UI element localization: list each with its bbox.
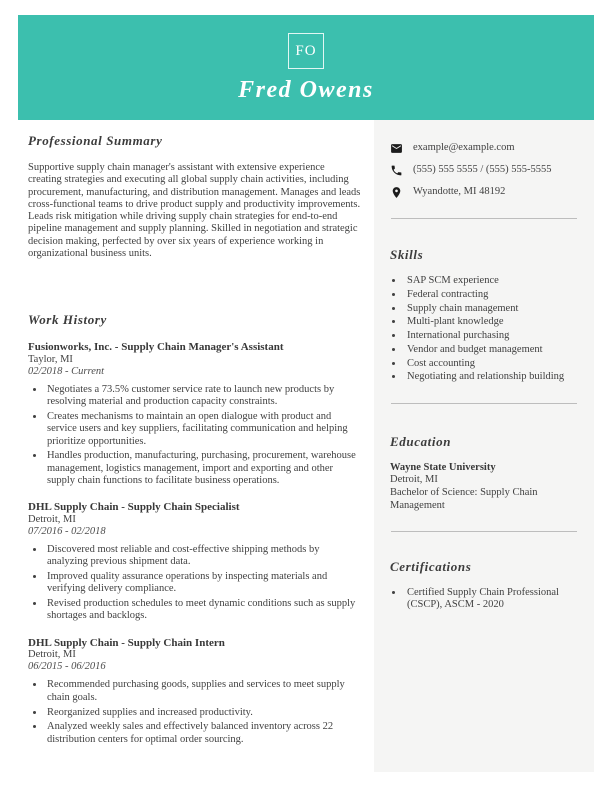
contact-phone-row xyxy=(390,164,578,177)
job-bullet: • Revised production schedules to meet dynamic conditions such as supply shortages and backlogs. xyxy=(45,598,361,623)
sidebar-divider xyxy=(391,531,577,532)
skill-item: • Multi-plant knowledge xyxy=(404,316,578,328)
monogram-badge: FO xyxy=(288,33,324,69)
certifications-list xyxy=(390,587,578,612)
sidebar-divider xyxy=(391,403,577,404)
education-location: Detroit, MI xyxy=(390,474,438,486)
skills-list xyxy=(390,275,578,384)
contact-location-row xyxy=(390,186,578,199)
education-entry xyxy=(390,462,578,512)
job-title: DHL Supply Chain - Supply Chain Intern xyxy=(28,636,225,649)
job-bullet: • Creates mechanisms to maintain an open dialogue with product and service users and key suppliers, facilitating communication and helping prioritize opportunities. xyxy=(45,411,361,448)
skills-heading: Skills xyxy=(390,247,424,262)
job-bullet-list xyxy=(28,384,361,487)
job-bullet: • Recommended purchasing goods, supplies and services to meet supply chain goals. xyxy=(45,679,361,704)
skill-item: • Cost accounting xyxy=(404,358,578,370)
education-heading: Education xyxy=(390,433,452,449)
skill-item: • SAP SCM experience xyxy=(404,275,578,287)
skill-item: • Supply chain management xyxy=(404,303,578,315)
education-school: Wayne State University xyxy=(390,461,496,473)
job-bullet: • Analyzed weekly sales and effectively balanced inventory across 22 distribution centers for optimal order sourcing. xyxy=(45,721,361,746)
job-title: DHL Supply Chain - Supply Chain Specialist xyxy=(28,501,240,514)
summary-text: Supportive supply chain manager's assistant with extensive experience creating strategies and executing all global supply chain activities, including procurement, manufacturing, and distribution management. Manages and leads cross-functional teams to drive product supply and productivity improvements. Leads risk mitigation while driving supply chain strategies for end-to-end pipeline management and supply planning. Skilled in negotiation and strategic decision making, perfected by over six years of experience working in organizational business units. xyxy=(28,162,361,259)
candidate-name: Fred Owens xyxy=(238,77,374,103)
job-location: Taylor, MI xyxy=(28,353,73,365)
job-entry-dhl-specialist xyxy=(28,501,361,622)
skill-item: • International purchasing xyxy=(404,330,578,342)
phone-icon xyxy=(390,164,403,177)
header-banner xyxy=(18,15,594,120)
job-bullet: • Improved quality assurance operations by inspecting materials and verifying delivery compliance. xyxy=(45,571,361,596)
work-history-heading: Work History xyxy=(28,312,107,328)
job-entry-dhl-intern xyxy=(28,637,361,746)
job-bullet: • Negotiates a 73.5% customer service rate to launch new products by resolving material and production capacity constraints. xyxy=(45,384,361,409)
job-location: Detroit, MI xyxy=(28,649,76,661)
location-icon xyxy=(390,186,403,199)
job-location: Detroit, MI xyxy=(28,513,76,525)
job-title: Fusionworks, Inc. - Supply Chain Manager's Assistant xyxy=(28,341,284,354)
job-dates: 02/2018 - Current xyxy=(28,365,105,377)
contact-email-row xyxy=(390,142,578,155)
sidebar-divider xyxy=(391,218,577,219)
job-dates: 07/2016 - 02/2018 xyxy=(28,525,106,537)
job-bullet-list xyxy=(28,679,361,745)
main-column xyxy=(28,133,361,748)
job-dates: 06/2015 - 06/2016 xyxy=(28,661,106,673)
skill-item: • Federal contracting xyxy=(404,289,578,301)
job-bullet: • Handles production, manufacturing, purchasing, procurement, warehouse management, logistics management, import and exporting and other supply chain functions to facilitate business operations. xyxy=(45,450,361,487)
contact-phone: (555) 555 5555 / (555) 555-5555 xyxy=(413,164,552,176)
skill-item: • Negotiating and relationship building xyxy=(404,371,578,383)
contact-email: example@example.com xyxy=(413,142,515,154)
certifications-heading: Certifications xyxy=(390,559,472,575)
education-degree: Bachelor of Science: Supply Chain Management xyxy=(390,486,538,511)
summary-heading: Professional Summary xyxy=(28,133,163,148)
skill-item: • Vendor and budget management xyxy=(404,344,578,356)
contact-address: Wyandotte, MI 48192 xyxy=(413,186,506,198)
certification-item: • Certified Supply Chain Professional (CSCP), ASCM - 2020 xyxy=(404,587,578,612)
job-bullet: • Reorganized supplies and increased productivity. xyxy=(45,707,361,719)
email-icon xyxy=(390,142,403,155)
job-bullet-list xyxy=(28,544,361,623)
sidebar-column xyxy=(374,120,594,772)
job-bullet: • Discovered most reliable and cost-effective shipping methods by analyzing previous shipment data. xyxy=(45,544,361,569)
job-entry-fusionworks xyxy=(28,341,361,487)
